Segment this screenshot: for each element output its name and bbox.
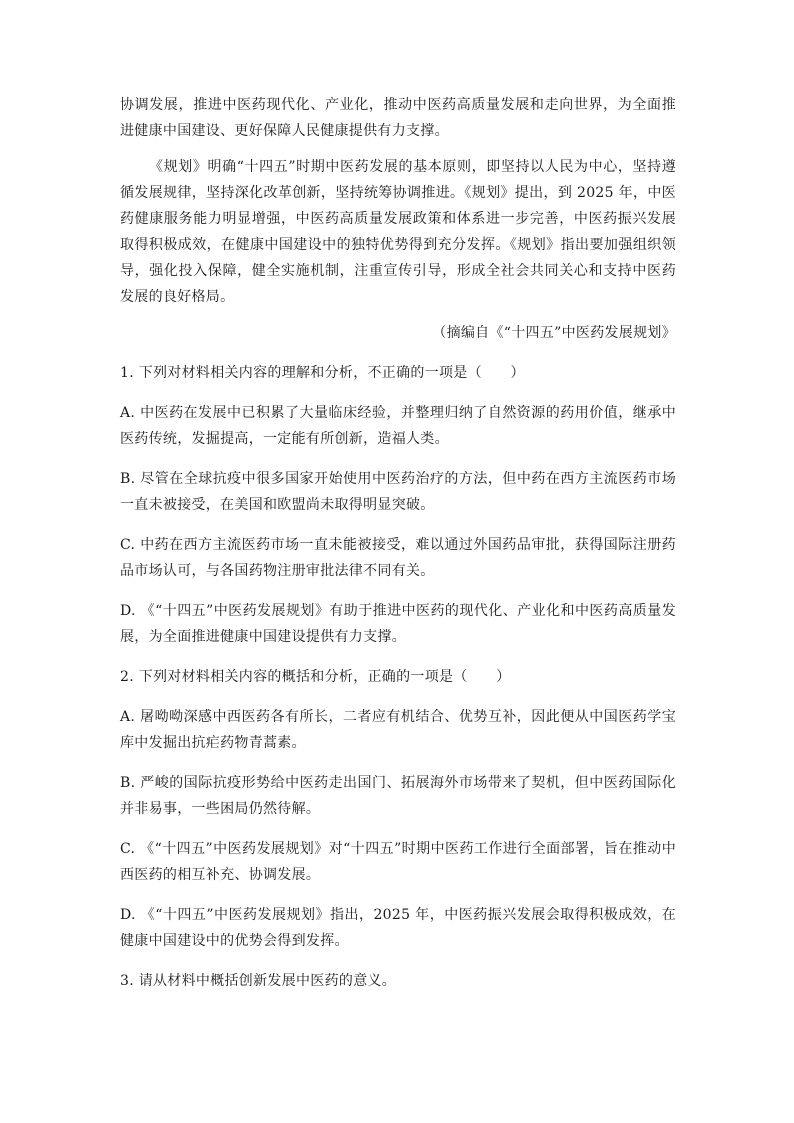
- question-2: [120, 664, 676, 954]
- option-c: C. 《“十四五”中医药发展规划》对“十四五”时期中医药工作进行全面部署，旨在推动中西医药的相互补充、协调发展。: [120, 841, 676, 883]
- option-d: D. 《“十四五”中医药发展规划》指出，2025 年，中医药振兴发展会取得积极成效，在健康中国建设中的优势会得到发挥。: [120, 907, 676, 949]
- option-b: B. 严峻的国际抗疫形势给中医药走出国门、拓展海外市场带来了契机，但中医药国际化并非易事，一些困局仍然待解。: [120, 775, 676, 817]
- option-a: A. 屠呦呦深感中西医药各有所长，二者应有机结合、优势互补，因此便从中国医药学宝库中发掘出抗疟药物青蒿素。: [120, 709, 676, 751]
- passage-paragraph-2: 《规划》明确“十四五”时期中医药发展的基本原则，即坚持以人民为中心，坚持遵循发展规律，坚持深化改革创新，坚持统筹协调推进。《规划》提出，到 2025 年，中医药健康服务能力明显增强，中医药高质量发展政策和体系进一步完善，中医药振兴发展取得积极成效，在健康中国建设中的独特优势得到充分发挥。《规划》指出要加强组织领导，强化投入保障，健全实施机制，注重宣传引导，形成全社会共同关心和支持中医药发展的良好格局。: [120, 159, 676, 305]
- question-stem: 1. 下列对材料相关内容的理解和分析，不正确的一项是（ ）: [120, 365, 525, 381]
- document-page: [120, 92, 676, 1008]
- question-stem: 3. 请从材料中概括创新发展中医药的意义。: [120, 973, 397, 989]
- question-3: [120, 968, 676, 994]
- option-c: C. 中药在西方主流医药市场一直未能被接受，难以通过外国药品审批，获得国际注册药品市场认可，与各国药物注册审批法律不同有关。: [120, 537, 676, 579]
- passage-source: （摘编自《“十四五”中医药发展规划》: [432, 325, 676, 341]
- question-stem: 2. 下列对材料相关内容的概括和分析，正确的一项是（ ）: [120, 669, 511, 685]
- option-d: D. 《“十四五”中医药发展规划》有助于推进中医药的现代化、产业化和中医药高质量发展，为全面推进健康中国建设提供有力支撑。: [120, 603, 676, 645]
- passage-paragraph-1: 协调发展，推进中医药现代化、产业化，推动中医药高质量发展和走向世界，为全面推进健康中国建设、更好保障人民健康提供有力支撑。: [120, 97, 676, 139]
- option-b: B. 尽管在全球抗疫中很多国家开始使用中医药治疗的方法，但中药在西方主流医药市场一直未被接受，在美国和欧盟尚未取得明显突破。: [120, 471, 676, 513]
- question-1: [120, 360, 676, 650]
- option-a: A. 中医药在发展中已积累了大量临床经验，并整理归纳了自然资源的药用价值，继承中医药传统，发掘提高，一定能有所创新，造福人类。: [120, 405, 676, 447]
